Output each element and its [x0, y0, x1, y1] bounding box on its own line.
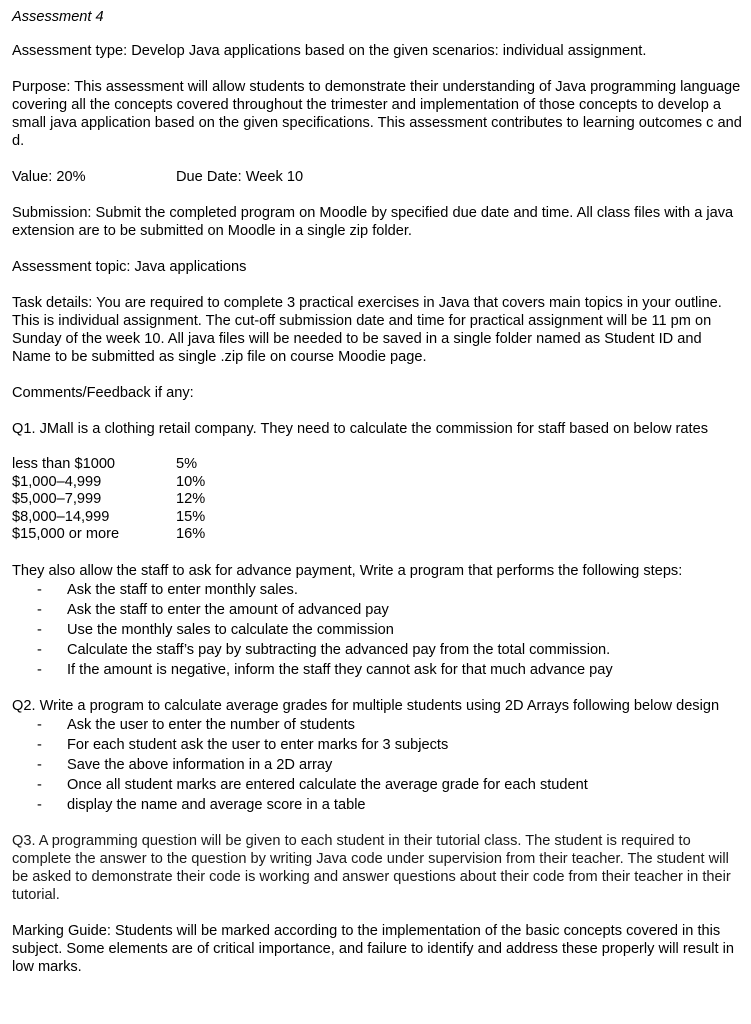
submission-paragraph: Submission: Submit the completed program on Moodle by specified due date and time. All class files with a java extension are to be submitted on Moodle in a single zip folder.	[12, 205, 734, 239]
assessment-document	[12, 8, 742, 994]
rate-range: $5,000–7,999	[12, 491, 102, 507]
marking-guide-paragraph: Marking Guide: Students will be marked according to the implementation of the basic concepts covered in this subject. Some elements are of critical importance, and failure to identify and address these properly will result in low marks.	[12, 922, 734, 975]
rate-percent: 5%	[176, 456, 198, 472]
list-item: - display the name and average score in a table	[12, 795, 742, 815]
list-item: - Ask the user to enter the number of students	[12, 715, 742, 735]
list-item: - For each student ask the user to enter marks for 3 subjects	[12, 735, 742, 755]
rate-range: $15,000 or more	[12, 526, 120, 542]
rate-range: less than $1000	[12, 456, 116, 472]
q2-intro: Q2. Write a program to calculate average grades for multiple students using 2D Arrays following below design	[12, 697, 720, 714]
rate-row	[12, 456, 742, 474]
list-item: - If the amount is negative, inform the staff they cannot ask for that much advance pay	[12, 660, 742, 680]
list-item: - Use the monthly sales to calculate the commission	[12, 620, 742, 640]
rate-row	[12, 491, 742, 509]
q1-lead: They also allow the staff to ask for advance payment, Write a program that performs the following steps:	[12, 562, 683, 579]
rate-range: $1,000–4,999	[12, 473, 102, 490]
list-item: - Ask the staff to enter monthly sales.	[12, 580, 742, 600]
rate-percent: 12%	[176, 491, 206, 507]
purpose-paragraph: Purpose: This assessment will allow students to demonstrate their understanding of Java programming language covering all the concepts covered throughout the trimester and implementation of those concepts to develop a small java application based on the given specifications. This assessment contributes to learning outcomes c and d.	[12, 79, 742, 149]
rate-row	[12, 474, 742, 492]
q3-paragraph: Q3. A programming question will be given to each student in their tutorial class. The student is required to complete the answer to the question by writing Java code under supervision from their teacher. The student will be asked to demonstrate their code is working and answer questions about their code from their teacher in their tutorial.	[12, 832, 731, 903]
task-details-paragraph: Task details: You are required to complete 3 practical exercises in Java that covers main topics in your outline. This is individual assignment. The cut-off submission date and time for practical assignment will be 11 pm on Sunday of the week 10. All java files will be needed to be saved in a single folder named as Student ID and Name to be submitted as single .zip file on course Moodie page.	[12, 295, 722, 365]
assessment-type: Assessment type: Develop Java applications based on the given scenarios: individual assignment.	[12, 43, 647, 59]
q2-steps-list	[12, 715, 742, 815]
rate-row	[12, 526, 742, 544]
list-item: - Ask the staff to enter the amount of advanced pay	[12, 600, 742, 620]
q1-intro: Q1. JMall is a clothing retail company. They need to calculate the commission for staff based on below rates	[12, 421, 708, 437]
commission-rates-table	[12, 456, 742, 544]
rate-percent: 15%	[176, 508, 206, 525]
q1-steps-list	[12, 580, 742, 680]
rate-row	[12, 509, 742, 527]
value-text: Value: 20%	[12, 169, 86, 185]
list-item: - Save the above information in a 2D array	[12, 755, 742, 775]
value-due-row	[12, 168, 742, 186]
document-title: Assessment 4	[12, 9, 104, 25]
rate-percent: 10%	[176, 473, 206, 490]
due-date-text: Due Date: Week 10	[176, 169, 304, 185]
list-item: - Calculate the staff’s pay by subtracting the advanced pay from the total commission.	[12, 640, 742, 660]
rate-range: $8,000–14,999	[12, 508, 110, 525]
comments-label: Comments/Feedback if any:	[12, 385, 194, 401]
topic-text: Assessment topic: Java applications	[12, 259, 247, 275]
list-item: - Once all student marks are entered calculate the average grade for each student	[12, 775, 742, 795]
rate-percent: 16%	[176, 526, 206, 542]
